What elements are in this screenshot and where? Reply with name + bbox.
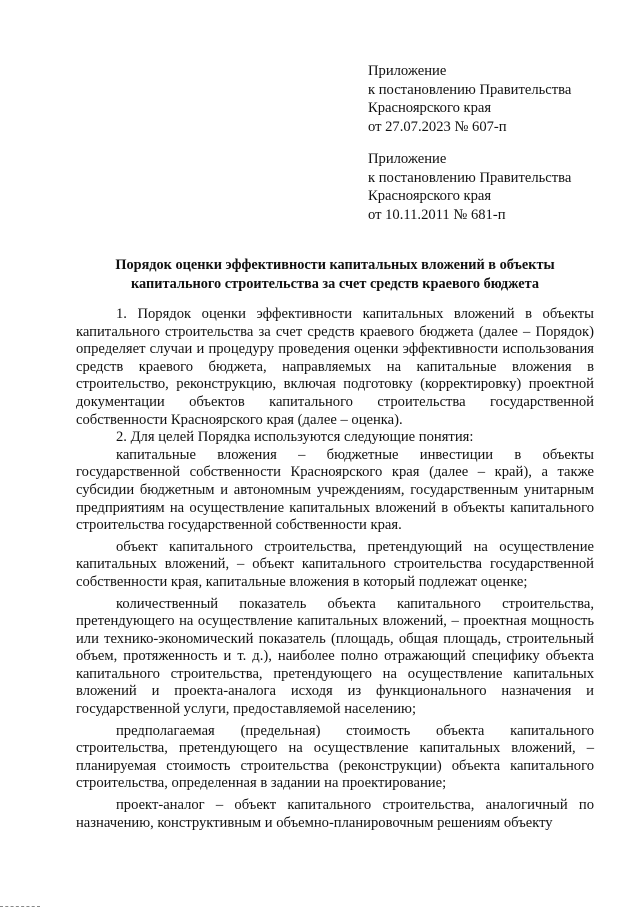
appendix-line: Приложение [368, 63, 447, 79]
appendix-note-original [368, 150, 571, 224]
paragraph: объект капитального строительства, претендующий на осуществление капитальных вложений, – объект капитального строительства государственной собственности края, капитальные вложения в который подлежат оценке; [76, 538, 594, 590]
document-title: Порядок оценки эффективности капитальных вложений в объекты капитального строительства за счет средств краевого бюджета [115, 257, 555, 292]
paragraph: проект-аналог – объект капитального строительства, аналогичный по назначению, конструктивным и объемно-планировочным решениям объекту [76, 797, 594, 831]
appendix-line: Красноярского края [368, 100, 492, 116]
paragraph: предполагаемая (предельная) стоимость объекта капитального строительства, претендующего на осуществление капитальных вложений, – планируемая стоимость строительства (реконструкции) объекта капитального строительства, определенная в задании на проектирование; [76, 722, 594, 792]
appendix-line: Приложение [368, 151, 447, 167]
paragraph: капитальные вложения – бюджетные инвестиции в объекты государственной собственности Красноярского края (далее – край), а также субсидии бюджетным и автономным учреждениям, государственным унитарным предприятиям на осуществление капитальных вложений в объекты капитального строительства государственной собственности края. [76, 446, 594, 534]
appendix-line: к постановлению Правительства [368, 81, 572, 98]
paragraph: количественный показатель объекта капитального строительства, претендующего на осуществление капитальных вложений, – проектная мощность или технико-экономический показатель (площадь, общая площадь, строительный объем, протяженность и т. д.), наиболее полно отражающий специфику объекта капитального строительства, претендующего на осуществление капитальных вложений и проекта-аналога исходя из функционального назначения и государственной услуги, предоставляемой населению; [76, 595, 594, 718]
paragraph: 2. Для целей Порядка используются следующие понятия: [116, 429, 474, 446]
appendix-note-current [368, 62, 571, 136]
paragraph: 1. Порядок оценки эффективности капитальных вложений в объекты капитального строительства за счет средств краевого бюджета (далее – Порядок) определяет случаи и процедуру проведения оценки эффективности использования средств краевого бюджета, направляемых на капитальные вложения в строительство, реконструкцию, включая подготовку (корректировку) проектной документации объектов капитального строительства государственной собственности Красноярского края (далее – оценка). [76, 306, 594, 428]
scan-edge-mark [0, 906, 40, 908]
document-body [76, 306, 594, 832]
appendix-line: от 27.07.2023 № 607-п [368, 118, 507, 135]
appendix-line: Красноярского края [368, 188, 492, 204]
appendix-line: к постановлению Правительства [368, 169, 572, 186]
appendix-line: от 10.11.2011 № 681-п [368, 206, 506, 223]
